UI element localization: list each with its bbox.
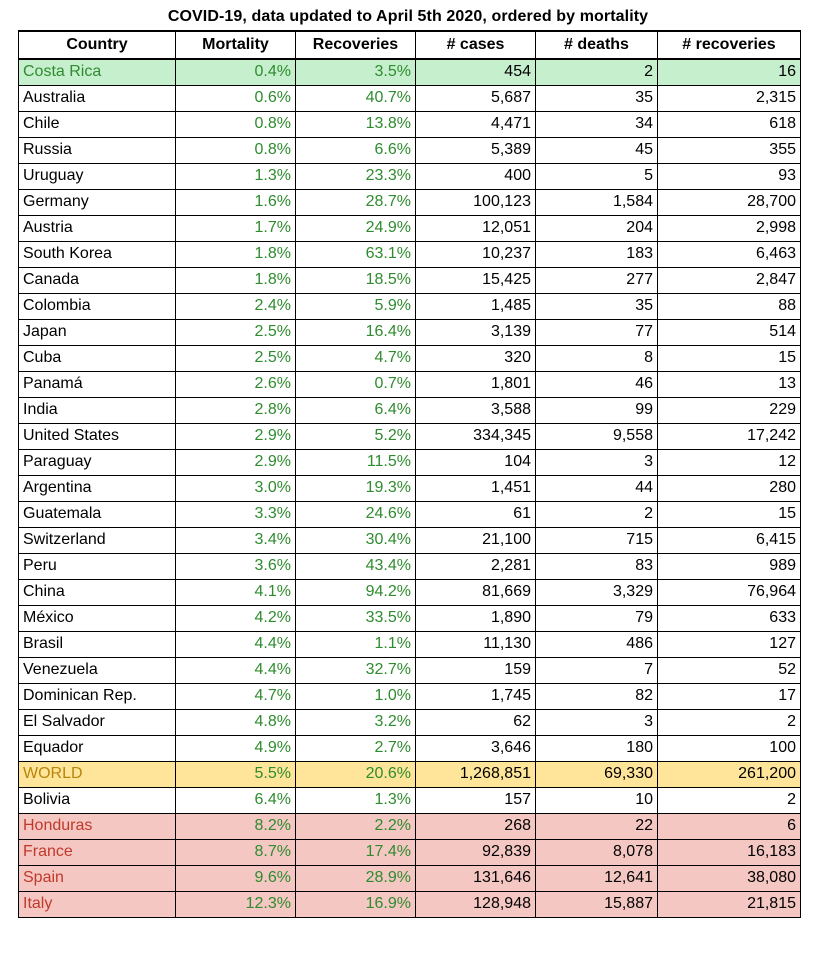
cell-recoveries: 6.6% — [296, 137, 416, 163]
cell-cases: 11,130 — [416, 631, 536, 657]
cell-cases: 5,687 — [416, 85, 536, 111]
cell-country: El Salvador — [19, 709, 176, 735]
cell-recovered: 6,463 — [658, 241, 801, 267]
cell-recovered: 88 — [658, 293, 801, 319]
cell-deaths: 35 — [536, 85, 658, 111]
cell-deaths: 1,584 — [536, 189, 658, 215]
cell-country: India — [19, 397, 176, 423]
table-row — [19, 553, 801, 579]
cell-deaths: 183 — [536, 241, 658, 267]
cell-country: Chile — [19, 111, 176, 137]
covid-mortality-table — [18, 30, 801, 918]
table-row — [19, 189, 801, 215]
cell-mortality: 1.7% — [176, 215, 296, 241]
cell-recoveries: 17.4% — [296, 839, 416, 865]
cell-mortality: 3.3% — [176, 501, 296, 527]
cell-mortality: 2.6% — [176, 371, 296, 397]
table-row — [19, 59, 801, 85]
cell-country: Guatemala — [19, 501, 176, 527]
cell-recoveries: 5.9% — [296, 293, 416, 319]
cell-deaths: 34 — [536, 111, 658, 137]
header-mortality: Mortality — [176, 31, 296, 59]
table-row — [19, 319, 801, 345]
cell-country: Paraguay — [19, 449, 176, 475]
cell-recovered: 38,080 — [658, 865, 801, 891]
cell-recoveries: 30.4% — [296, 527, 416, 553]
cell-recovered: 93 — [658, 163, 801, 189]
cell-recovered: 618 — [658, 111, 801, 137]
cell-recovered: 6 — [658, 813, 801, 839]
table-row — [19, 345, 801, 371]
table-row — [19, 813, 801, 839]
cell-deaths: 82 — [536, 683, 658, 709]
cell-recovered: 127 — [658, 631, 801, 657]
cell-recovered: 261,200 — [658, 761, 801, 787]
cell-mortality: 0.8% — [176, 137, 296, 163]
cell-deaths: 45 — [536, 137, 658, 163]
cell-cases: 268 — [416, 813, 536, 839]
cell-deaths: 69,330 — [536, 761, 658, 787]
cell-deaths: 180 — [536, 735, 658, 761]
cell-recoveries: 63.1% — [296, 241, 416, 267]
cell-recovered: 2 — [658, 787, 801, 813]
cell-recoveries: 16.4% — [296, 319, 416, 345]
cell-recoveries: 13.8% — [296, 111, 416, 137]
cell-cases: 3,139 — [416, 319, 536, 345]
cell-recoveries: 20.6% — [296, 761, 416, 787]
cell-deaths: 3,329 — [536, 579, 658, 605]
cell-country: Argentina — [19, 475, 176, 501]
cell-cases: 334,345 — [416, 423, 536, 449]
cell-recoveries: 4.7% — [296, 345, 416, 371]
cell-recovered: 15 — [658, 345, 801, 371]
header-row — [19, 31, 801, 59]
cell-mortality: 4.4% — [176, 657, 296, 683]
cell-mortality: 4.1% — [176, 579, 296, 605]
cell-recoveries: 94.2% — [296, 579, 416, 605]
cell-recovered: 16 — [658, 59, 801, 85]
table-row — [19, 267, 801, 293]
cell-country: Equador — [19, 735, 176, 761]
table-row — [19, 85, 801, 111]
table-row — [19, 137, 801, 163]
cell-cases: 10,237 — [416, 241, 536, 267]
cell-recoveries: 40.7% — [296, 85, 416, 111]
cell-recoveries: 1.1% — [296, 631, 416, 657]
table-row — [19, 657, 801, 683]
cell-cases: 159 — [416, 657, 536, 683]
cell-recovered: 13 — [658, 371, 801, 397]
header-country: Country — [19, 31, 176, 59]
cell-deaths: 486 — [536, 631, 658, 657]
cell-recovered: 2,315 — [658, 85, 801, 111]
cell-mortality: 4.8% — [176, 709, 296, 735]
cell-deaths: 83 — [536, 553, 658, 579]
cell-deaths: 2 — [536, 59, 658, 85]
cell-country: South Korea — [19, 241, 176, 267]
cell-recovered: 16,183 — [658, 839, 801, 865]
table-row — [19, 761, 801, 787]
cell-recovered: 2,998 — [658, 215, 801, 241]
header-cases: # cases — [416, 31, 536, 59]
cell-cases: 61 — [416, 501, 536, 527]
header-deaths: # deaths — [536, 31, 658, 59]
cell-mortality: 1.8% — [176, 241, 296, 267]
cell-country: Costa Rica — [19, 59, 176, 85]
cell-recovered: 229 — [658, 397, 801, 423]
header-recovered: # recoveries — [658, 31, 801, 59]
cell-cases: 5,389 — [416, 137, 536, 163]
cell-recovered: 2,847 — [658, 267, 801, 293]
table-row — [19, 709, 801, 735]
cell-mortality: 2.8% — [176, 397, 296, 423]
cell-country: France — [19, 839, 176, 865]
cell-deaths: 8,078 — [536, 839, 658, 865]
cell-country: Italy — [19, 891, 176, 917]
cell-cases: 62 — [416, 709, 536, 735]
cell-cases: 454 — [416, 59, 536, 85]
table-row — [19, 241, 801, 267]
cell-mortality: 8.7% — [176, 839, 296, 865]
cell-cases: 92,839 — [416, 839, 536, 865]
cell-country: United States — [19, 423, 176, 449]
cell-mortality: 2.4% — [176, 293, 296, 319]
table-row — [19, 475, 801, 501]
cell-recoveries: 33.5% — [296, 605, 416, 631]
cell-deaths: 7 — [536, 657, 658, 683]
cell-recoveries: 2.2% — [296, 813, 416, 839]
cell-mortality: 3.6% — [176, 553, 296, 579]
cell-recoveries: 24.9% — [296, 215, 416, 241]
cell-country: Brasil — [19, 631, 176, 657]
cell-recoveries: 24.6% — [296, 501, 416, 527]
cell-deaths: 22 — [536, 813, 658, 839]
table-row — [19, 397, 801, 423]
cell-cases: 12,051 — [416, 215, 536, 241]
cell-cases: 104 — [416, 449, 536, 475]
cell-cases: 128,948 — [416, 891, 536, 917]
cell-deaths: 12,641 — [536, 865, 658, 891]
cell-cases: 1,451 — [416, 475, 536, 501]
cell-deaths: 715 — [536, 527, 658, 553]
header-recoveries: Recoveries — [296, 31, 416, 59]
cell-cases: 400 — [416, 163, 536, 189]
cell-recoveries: 1.0% — [296, 683, 416, 709]
cell-cases: 1,801 — [416, 371, 536, 397]
cell-mortality: 4.9% — [176, 735, 296, 761]
cell-country: Venezuela — [19, 657, 176, 683]
cell-mortality: 6.4% — [176, 787, 296, 813]
cell-country: Australia — [19, 85, 176, 111]
cell-recoveries: 2.7% — [296, 735, 416, 761]
cell-recoveries: 32.7% — [296, 657, 416, 683]
cell-cases: 131,646 — [416, 865, 536, 891]
table-row — [19, 501, 801, 527]
cell-deaths: 3 — [536, 449, 658, 475]
cell-country: Japan — [19, 319, 176, 345]
cell-mortality: 2.5% — [176, 319, 296, 345]
table-row — [19, 215, 801, 241]
cell-deaths: 10 — [536, 787, 658, 813]
cell-deaths: 35 — [536, 293, 658, 319]
cell-recoveries: 23.3% — [296, 163, 416, 189]
cell-cases: 15,425 — [416, 267, 536, 293]
cell-recovered: 355 — [658, 137, 801, 163]
cell-deaths: 8 — [536, 345, 658, 371]
cell-recoveries: 5.2% — [296, 423, 416, 449]
table-row — [19, 865, 801, 891]
cell-country: Cuba — [19, 345, 176, 371]
cell-recoveries: 16.9% — [296, 891, 416, 917]
table-row — [19, 423, 801, 449]
cell-recovered: 52 — [658, 657, 801, 683]
table-row — [19, 163, 801, 189]
cell-recoveries: 1.3% — [296, 787, 416, 813]
cell-recoveries: 28.9% — [296, 865, 416, 891]
cell-recoveries: 18.5% — [296, 267, 416, 293]
cell-deaths: 99 — [536, 397, 658, 423]
cell-mortality: 2.9% — [176, 423, 296, 449]
cell-country: Canada — [19, 267, 176, 293]
cell-cases: 1,890 — [416, 605, 536, 631]
table-row — [19, 605, 801, 631]
cell-recoveries: 11.5% — [296, 449, 416, 475]
cell-cases: 21,100 — [416, 527, 536, 553]
cell-recoveries: 28.7% — [296, 189, 416, 215]
table-row — [19, 891, 801, 917]
cell-deaths: 204 — [536, 215, 658, 241]
cell-recovered: 15 — [658, 501, 801, 527]
cell-recovered: 12 — [658, 449, 801, 475]
cell-deaths: 15,887 — [536, 891, 658, 917]
cell-country: Switzerland — [19, 527, 176, 553]
cell-recovered: 989 — [658, 553, 801, 579]
cell-country: Germany — [19, 189, 176, 215]
cell-country: Peru — [19, 553, 176, 579]
table-row — [19, 371, 801, 397]
cell-mortality: 5.5% — [176, 761, 296, 787]
table-row — [19, 527, 801, 553]
cell-cases: 1,485 — [416, 293, 536, 319]
cell-mortality: 1.3% — [176, 163, 296, 189]
table-row — [19, 111, 801, 137]
cell-cases: 100,123 — [416, 189, 536, 215]
cell-recovered: 76,964 — [658, 579, 801, 605]
cell-recovered: 17,242 — [658, 423, 801, 449]
cell-recoveries: 3.2% — [296, 709, 416, 735]
table-row — [19, 579, 801, 605]
cell-recovered: 2 — [658, 709, 801, 735]
cell-recovered: 100 — [658, 735, 801, 761]
cell-mortality: 1.6% — [176, 189, 296, 215]
cell-mortality: 8.2% — [176, 813, 296, 839]
cell-deaths: 44 — [536, 475, 658, 501]
cell-deaths: 79 — [536, 605, 658, 631]
cell-cases: 1,268,851 — [416, 761, 536, 787]
cell-country: Honduras — [19, 813, 176, 839]
cell-cases: 81,669 — [416, 579, 536, 605]
cell-mortality: 9.6% — [176, 865, 296, 891]
cell-mortality: 2.9% — [176, 449, 296, 475]
cell-cases: 157 — [416, 787, 536, 813]
cell-recovered: 17 — [658, 683, 801, 709]
cell-cases: 2,281 — [416, 553, 536, 579]
cell-recoveries: 3.5% — [296, 59, 416, 85]
cell-deaths: 277 — [536, 267, 658, 293]
cell-recovered: 6,415 — [658, 527, 801, 553]
table-row — [19, 293, 801, 319]
cell-country: México — [19, 605, 176, 631]
table-row — [19, 839, 801, 865]
cell-deaths: 3 — [536, 709, 658, 735]
cell-recoveries: 6.4% — [296, 397, 416, 423]
cell-country: Russia — [19, 137, 176, 163]
cell-mortality: 3.4% — [176, 527, 296, 553]
cell-mortality: 0.8% — [176, 111, 296, 137]
cell-mortality: 2.5% — [176, 345, 296, 371]
cell-country: Austria — [19, 215, 176, 241]
cell-mortality: 1.8% — [176, 267, 296, 293]
cell-country: Bolivia — [19, 787, 176, 813]
cell-cases: 3,646 — [416, 735, 536, 761]
cell-recovered: 21,815 — [658, 891, 801, 917]
cell-mortality: 0.6% — [176, 85, 296, 111]
cell-mortality: 4.2% — [176, 605, 296, 631]
table-title: COVID-19, data updated to April 5th 2020, ordered by mortality — [167, 8, 649, 25]
cell-mortality: 12.3% — [176, 891, 296, 917]
cell-mortality: 3.0% — [176, 475, 296, 501]
table-body — [19, 59, 801, 917]
cell-country: Spain — [19, 865, 176, 891]
cell-recoveries: 0.7% — [296, 371, 416, 397]
cell-mortality: 4.7% — [176, 683, 296, 709]
cell-recovered: 633 — [658, 605, 801, 631]
cell-country: Uruguay — [19, 163, 176, 189]
cell-country: Dominican Rep. — [19, 683, 176, 709]
cell-country: WORLD — [19, 761, 176, 787]
cell-cases: 4,471 — [416, 111, 536, 137]
cell-deaths: 46 — [536, 371, 658, 397]
cell-mortality: 0.4% — [176, 59, 296, 85]
table-row — [19, 735, 801, 761]
cell-cases: 3,588 — [416, 397, 536, 423]
cell-deaths: 77 — [536, 319, 658, 345]
cell-country: Colombia — [19, 293, 176, 319]
table-row — [19, 683, 801, 709]
cell-recoveries: 43.4% — [296, 553, 416, 579]
cell-cases: 1,745 — [416, 683, 536, 709]
cell-recoveries: 19.3% — [296, 475, 416, 501]
cell-recovered: 514 — [658, 319, 801, 345]
table-row — [19, 787, 801, 813]
cell-country: Panamá — [19, 371, 176, 397]
table-row — [19, 631, 801, 657]
table-row — [19, 449, 801, 475]
cell-mortality: 4.4% — [176, 631, 296, 657]
cell-recovered: 28,700 — [658, 189, 801, 215]
cell-deaths: 5 — [536, 163, 658, 189]
cell-country: China — [19, 579, 176, 605]
cell-deaths: 9,558 — [536, 423, 658, 449]
cell-cases: 320 — [416, 345, 536, 371]
cell-deaths: 2 — [536, 501, 658, 527]
cell-recovered: 280 — [658, 475, 801, 501]
